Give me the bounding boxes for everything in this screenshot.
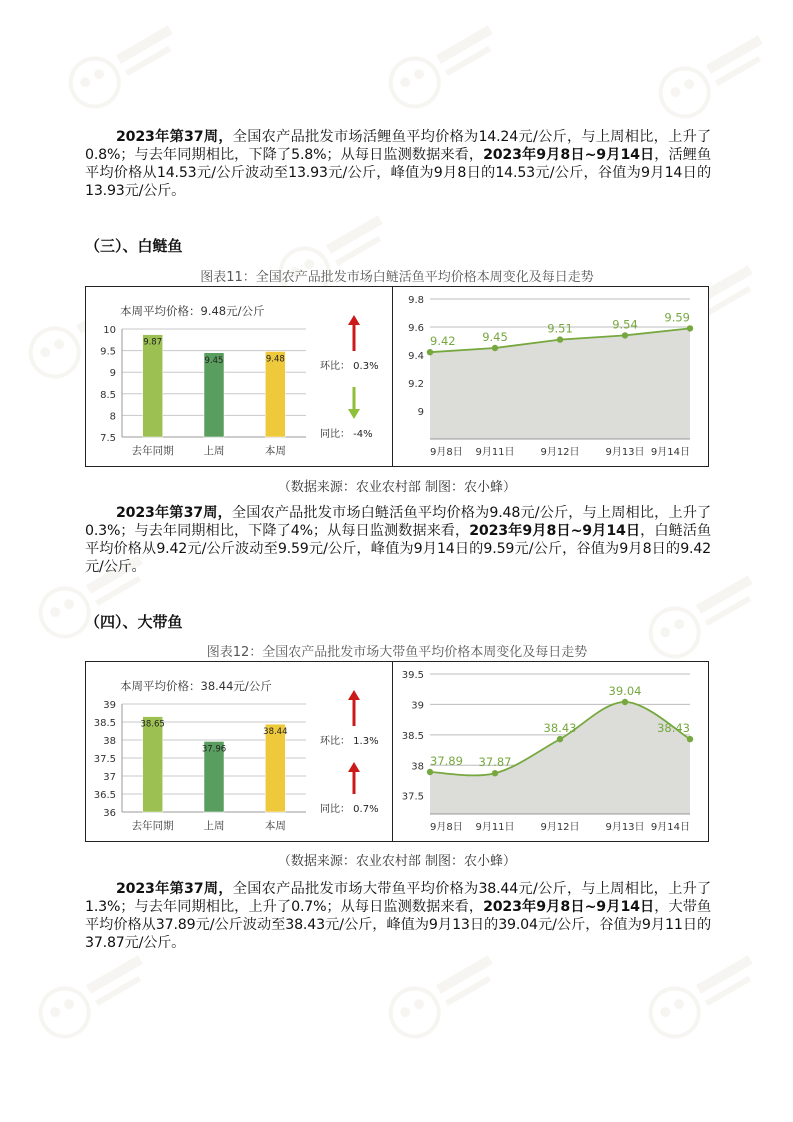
change-label: 环比： 0.3%: [320, 361, 379, 372]
paragraph-text: 全国农产品批发市场大带鱼平均价格为38.44元/公斤，与上周相比，上升了1.3%；与去年同期相比，上升了0.7%；从每日监测数据来看，: [85, 881, 712, 915]
chart-12-canvas: [86, 662, 708, 841]
section-heading-hairtail: （四）、大带鱼: [85, 613, 183, 631]
data-source-note: （数据来源：农业农村部 制图：农小蜂）: [277, 480, 517, 495]
data-label: 9.45: [482, 330, 508, 344]
y-tick-label: 10: [103, 325, 116, 336]
y-tick-label: 38.5: [401, 730, 424, 742]
y-tick-label: 37.5: [93, 754, 116, 765]
chart-figure-12: [85, 661, 709, 842]
data-point: [687, 736, 693, 742]
data-label: 37.87: [478, 755, 512, 770]
area-fill: [430, 702, 690, 814]
bar-value-label: 38.65: [140, 719, 165, 730]
data-point: [427, 769, 433, 775]
change-label: 同比： -4%: [320, 429, 373, 440]
y-tick-label: 7.5: [100, 433, 116, 444]
x-tick-label: 本周: [264, 445, 286, 457]
watermark-logo: [641, 12, 789, 138]
x-tick-label: 本周: [264, 820, 286, 832]
arrow-down-icon: [348, 409, 360, 419]
chart-11-canvas: [86, 287, 708, 466]
paragraph-carp-summary: [85, 128, 711, 200]
watermark-logo: [51, 2, 199, 128]
change-label: 环比： 1.3%: [320, 736, 379, 747]
data-label: 37.89: [430, 754, 463, 768]
bar: [263, 724, 288, 812]
arrow-up-icon: [348, 315, 360, 325]
data-label: 9.51: [547, 321, 573, 336]
x-tick-label: 9月8日: [430, 822, 463, 833]
bar-chart-title: 本周平均价格：38.44元/公斤: [120, 679, 272, 693]
paragraph-silver-carp-summary: [85, 504, 711, 576]
data-label: 38.43: [657, 721, 690, 736]
y-tick-label: 8: [109, 411, 116, 423]
x-tick-label: 9月12日: [540, 822, 580, 833]
date-range: 2023年9月8日~9月14日: [483, 899, 655, 915]
x-tick-label: 上周: [203, 445, 225, 457]
chart-divider: [392, 287, 393, 466]
x-tick-label: 去年同期: [131, 445, 174, 457]
y-tick-label: 39: [103, 700, 116, 711]
figure-caption-12: 图表12：全国农产品批发市场大带鱼平均价格本周变化及每日走势: [206, 645, 588, 660]
y-tick-label: 37: [103, 772, 116, 783]
y-tick-label: 9.2: [408, 379, 424, 390]
y-tick-label: 9.4: [408, 351, 424, 362]
data-point: [557, 336, 563, 342]
y-tick-label: 36: [103, 808, 116, 819]
bar: [143, 335, 163, 437]
data-point: [622, 699, 628, 705]
paragraph-hairtail-summary: [85, 880, 711, 952]
y-tick-label: 39.5: [401, 670, 424, 681]
data-point: [492, 345, 498, 351]
x-tick-label: 9月11日: [475, 822, 515, 833]
arrow-up-icon: [348, 762, 360, 772]
paragraph-text: 全国农产品批发市场白鲢活鱼平均价格为9.48元/公斤，与上周相比，上升了0.3%；与去年同期相比，下降了4%；从每日监测数据来看，: [85, 505, 712, 539]
date-range: 2023年9月8日~9月14日: [483, 147, 655, 163]
week-label: 2023年第37周，: [116, 505, 232, 521]
figure-caption-11: 图表11：全国农产品批发市场白鲢活鱼平均价格本周变化及每日走势: [200, 270, 594, 285]
y-tick-label: 36.5: [93, 790, 116, 801]
bar-value-label: 9.45: [204, 355, 224, 366]
bar-chart-title: 本周平均价格：9.48元/公斤: [120, 304, 265, 318]
x-tick-label: 9月14日: [650, 447, 690, 458]
date-range: 2023年9月8日~9月14日: [469, 523, 641, 539]
y-tick-label: 9.8: [408, 295, 424, 306]
chart-divider: [392, 662, 393, 841]
y-tick-label: 37.5: [401, 791, 424, 803]
y-tick-label: 9.6: [408, 323, 424, 334]
x-tick-label: 9月12日: [540, 447, 580, 458]
y-tick-label: 9.5: [100, 346, 116, 358]
y-tick-label: 39: [411, 700, 424, 712]
data-point: [557, 736, 563, 742]
bar-value-label: 38.44: [263, 727, 288, 738]
week-label: 2023年第37周，: [116, 129, 233, 145]
y-tick-label: 8.5: [100, 389, 116, 401]
paragraph-text: 全国农产品批发市场活鲤鱼平均价格为14.24元/公斤，与上周相比，上升了0.8%；与去年同期相比，下降了5.8%；从每日监测数据来看，: [85, 129, 712, 163]
x-tick-label: 上周: [203, 820, 225, 832]
data-label: 9.59: [664, 310, 690, 325]
bar-value-label: 9.87: [143, 337, 163, 348]
x-tick-label: 9月13日: [605, 822, 645, 833]
bar-value-label: 37.96: [201, 744, 227, 755]
data-label: 39.04: [608, 684, 642, 698]
data-point: [687, 325, 693, 331]
data-label: 9.42: [430, 334, 456, 349]
data-point: [427, 349, 433, 355]
paragraph-text: ，活鲤鱼平均价格从14.53元/公斤波动至13.93元/公斤，峰值为9月8日的14.53元/公斤，谷值为9月14日的13.93元/公斤。: [85, 147, 711, 199]
data-label: 38.43: [543, 721, 577, 736]
arrow-up-icon: [348, 690, 360, 700]
y-tick-label: 9: [109, 368, 116, 380]
y-tick-label: 9: [417, 407, 424, 418]
paragraph-text: ，大带鱼平均价格从37.89元/公斤波动至38.43元/公斤，峰值为9月13日的39.04元/公斤，谷值为9月11日的37.87元/公斤。: [85, 899, 711, 951]
section-heading-silver-carp: （三）、白鲢鱼: [85, 237, 183, 255]
y-tick-label: 38: [411, 761, 424, 773]
data-source-note: （数据来源：农业农村部 制图：农小蜂）: [277, 854, 517, 869]
bar-value-label: 9.48: [265, 354, 285, 365]
x-tick-label: 9月14日: [650, 822, 690, 833]
x-tick-label: 9月11日: [475, 447, 515, 458]
y-tick-label: 38.5: [93, 718, 116, 729]
y-tick-label: 38: [103, 736, 116, 747]
data-label: 9.54: [612, 317, 638, 332]
x-tick-label: 9月8日: [430, 447, 463, 458]
bar: [143, 717, 163, 812]
watermark-logo: [371, 2, 519, 128]
data-point: [492, 770, 498, 776]
week-label: 2023年第37周，: [116, 881, 233, 897]
area-fill: [430, 328, 690, 439]
x-tick-label: 9月13日: [605, 447, 645, 458]
chart-figure-11: [85, 286, 709, 467]
x-tick-label: 去年同期: [131, 820, 174, 832]
change-label: 同比： 0.7%: [320, 804, 379, 815]
paragraph-text: ，白鲢活鱼平均价格从9.42元/公斤波动至9.59元/公斤，峰值为9月14日的9.59元/公斤，谷值为9月8日的9.42元/公斤。: [85, 523, 711, 575]
data-point: [622, 332, 628, 338]
